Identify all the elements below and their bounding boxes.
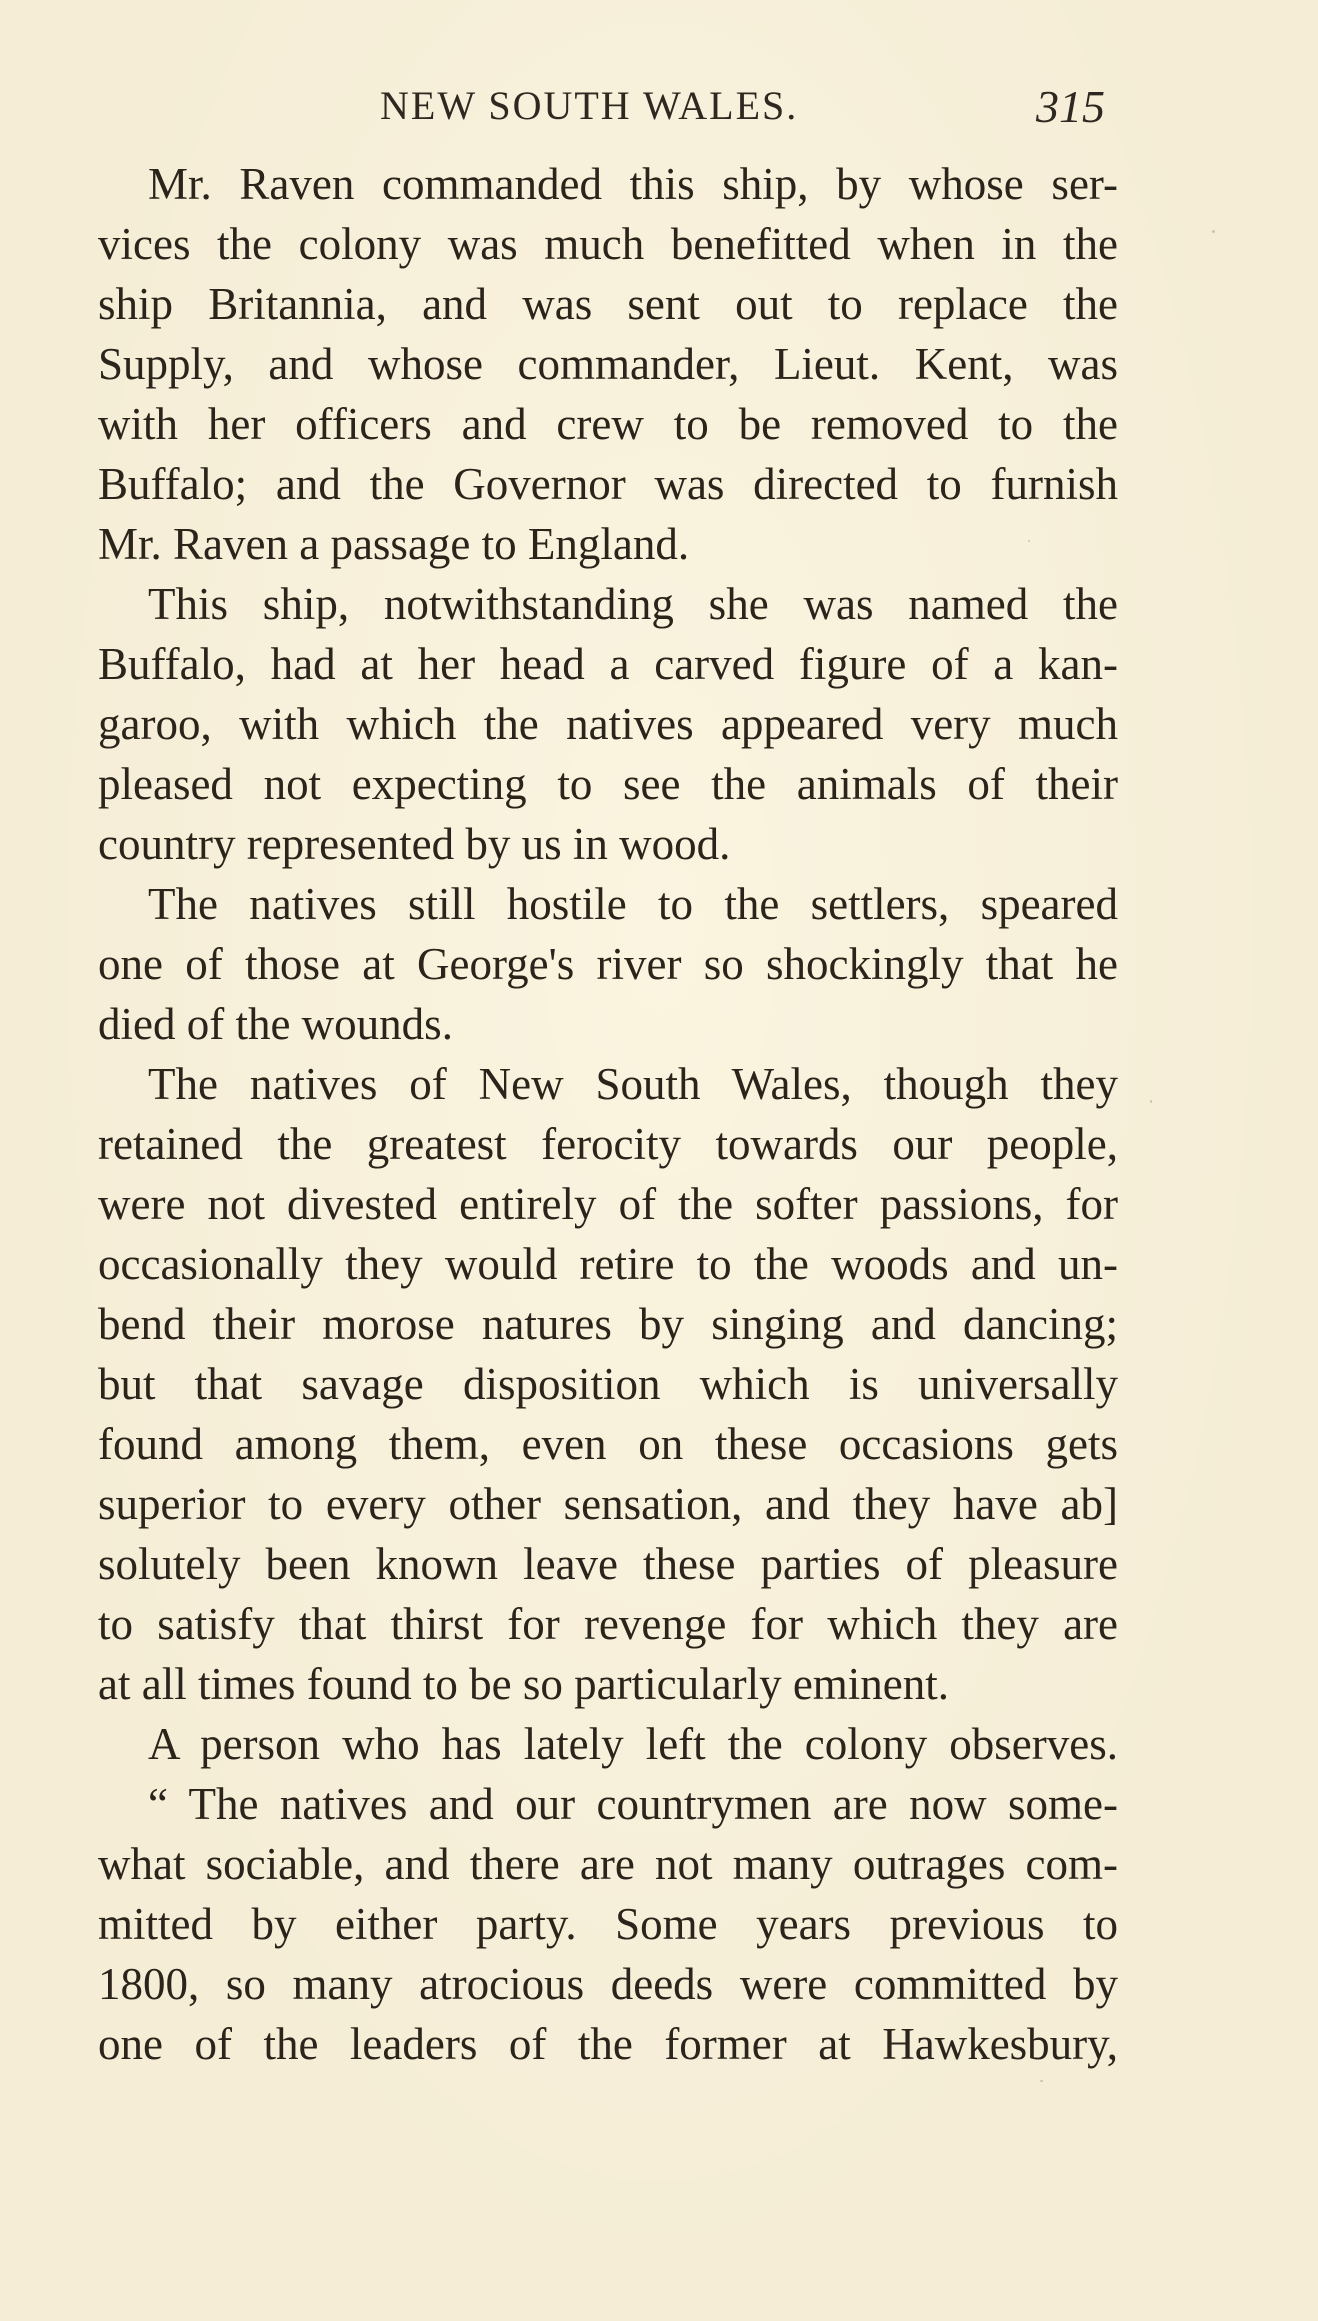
text-line: one of the leaders of the former at Hawkesbury,	[98, 2019, 1118, 2069]
text-line: died of the wounds.	[98, 999, 453, 1049]
text-line: The natives still hostile to the settlers, speared	[148, 879, 1118, 929]
text-line: Mr. Raven a passage to England.	[98, 519, 690, 569]
text-line: found among them, even on these occasions gets	[98, 1419, 1118, 1469]
text-line: what sociable, and there are not many outrages com-	[98, 1839, 1118, 1889]
text-line: with her officers and crew to be removed to the	[98, 399, 1118, 449]
text-line: This ship, notwithstanding she was named the	[148, 579, 1118, 629]
text-line: but that savage disposition which is universally	[98, 1359, 1118, 1409]
body-text	[98, 154, 1118, 2074]
paper-speck	[1212, 230, 1215, 233]
text-line: Supply, and whose commander, Lieut. Kent, was	[98, 339, 1118, 389]
paper-speck	[1028, 540, 1030, 542]
text-line: were not divested entirely of the softer passions, for	[98, 1179, 1118, 1229]
text-line: country represented by us in wood.	[98, 819, 731, 869]
text-line: at all times found to be so particularly eminent.	[98, 1659, 950, 1709]
text-line: Buffalo; and the Governor was directed to furnish	[98, 459, 1118, 509]
text-line: occasionally they would retire to the woods and un-	[98, 1239, 1118, 1289]
text-line: pleased not expecting to see the animals of their	[98, 759, 1118, 809]
paper-speck	[1150, 1100, 1152, 1103]
text-line: The natives of New South Wales, though they	[148, 1059, 1118, 1109]
text-line: A person who has lately left the colony observes.	[148, 1719, 1118, 1769]
text-line: mitted by either party. Some years previous to	[98, 1899, 1118, 1949]
text-line: superior to every other sensation, and they have ab]	[98, 1479, 1118, 1529]
text-line: Buffalo, had at her head a carved figure of a kan-	[98, 639, 1118, 689]
page-number: 315	[1036, 81, 1105, 132]
running-head: NEW SOUTH WALES.	[380, 83, 799, 128]
text-line: solutely been known leave these parties of pleasure	[98, 1539, 1118, 1589]
text-line: “ The natives and our countrymen are now some-	[148, 1779, 1118, 1829]
text-line: to satisfy that thirst for revenge for which they are	[98, 1599, 1118, 1649]
text-line: one of those at George's river so shockingly that he	[98, 939, 1118, 989]
text-line: ship Britannia, and was sent out to replace the	[98, 279, 1118, 329]
text-line: garoo, with which the natives appeared very much	[98, 699, 1118, 749]
text-line: retained the greatest ferocity towards our people,	[98, 1119, 1118, 1169]
text-line: vices the colony was much benefitted when in the	[98, 219, 1118, 269]
text-line: Mr. Raven commanded this ship, by whose ser-	[148, 159, 1118, 209]
paper-speck	[1040, 2080, 1043, 2082]
text-line: bend their morose natures by singing and dancing;	[98, 1299, 1118, 1349]
text-line: 1800, so many atrocious deeds were committed by	[98, 1959, 1118, 2009]
